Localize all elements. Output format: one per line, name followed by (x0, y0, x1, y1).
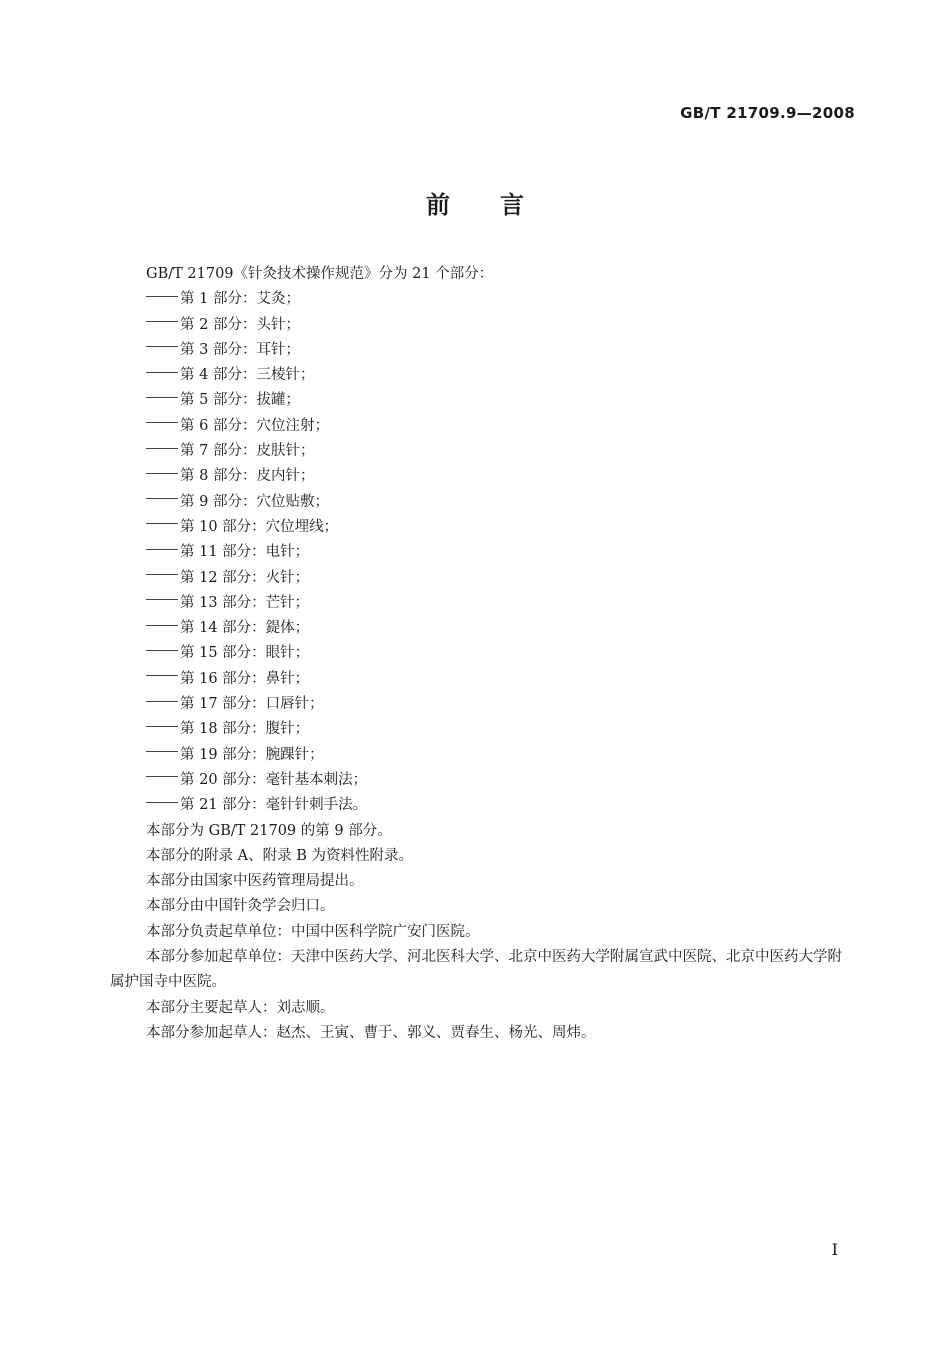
standard-code: GB/T 21709.9—2008 (680, 104, 855, 122)
list-item: 第 9 部分：穴位贴敷； (110, 490, 855, 515)
list-item: 第 18 部分：腹针； (110, 717, 855, 742)
dash-mark (146, 498, 178, 499)
paragraph: 本部分主要起草人：刘志顺。 (146, 999, 335, 1016)
list-item: 第 15 部分：眼针； (110, 641, 855, 666)
page-number: I (831, 1240, 838, 1259)
dash-mark (146, 650, 178, 651)
paragraph: 本部分为 GB/T 21709 的第 9 部分。 (146, 822, 392, 839)
list-item: 第 7 部分：皮肤针； (110, 439, 855, 464)
dash-mark (146, 751, 178, 752)
dash-mark (146, 397, 178, 398)
list-item: 第 14 部分：鍉体； (110, 616, 855, 641)
dash-mark (146, 675, 178, 676)
dash-mark (146, 448, 178, 449)
page-title: 前言 (426, 191, 574, 219)
list-item: 第 20 部分：毫针基本刺法； (110, 768, 855, 793)
list-item: 第 1 部分：艾灸； (110, 287, 855, 312)
list-item: 第 10 部分：穴位埋线； (110, 515, 855, 540)
list-item: 第 17 部分：口唇针； (110, 692, 855, 717)
list-item: 第 3 部分：耳针； (110, 338, 855, 363)
paragraph: 本部分的附录 A、附录 B 为资料性附录。 (146, 847, 413, 864)
dash-mark (146, 549, 178, 550)
dash-mark (146, 296, 178, 297)
list-item: 第 21 部分：毫针针刺手法。 (110, 793, 855, 818)
dash-mark (146, 701, 178, 702)
dash-mark (146, 321, 178, 322)
list-item: 第 5 部分：拔罐； (110, 388, 855, 413)
list-item: 第 19 部分：腕踝针； (110, 743, 855, 768)
dash-mark (146, 599, 178, 600)
dash-mark (146, 574, 178, 575)
dash-mark (146, 422, 178, 423)
paragraph: 本部分由国家中医药管理局提出。 (146, 873, 364, 890)
dash-mark (146, 802, 178, 803)
dash-mark (146, 776, 178, 777)
list-item: 第 4 部分：三棱针； (110, 363, 855, 388)
list-item: 第 8 部分：皮内针； (110, 464, 855, 489)
dash-mark (146, 726, 178, 727)
dash-mark (146, 523, 178, 524)
paragraph: 本部分参加起草人：赵杰、王寅、曹于、郭义、贾春生、杨光、周炜。 (146, 1024, 596, 1041)
dash-mark (146, 372, 178, 373)
dash-mark (146, 473, 178, 474)
dash-mark (146, 625, 178, 626)
body-text (110, 262, 855, 1046)
intro-paragraph: GB/T 21709《针灸技术操作规范》分为 21 个部分： (146, 266, 494, 282)
paragraph: 本部分由中国针灸学会归口。 (146, 898, 335, 915)
list-item: 第 12 部分：火针； (110, 566, 855, 591)
list-item: 第 13 部分：芒针； (110, 591, 855, 616)
dash-mark (146, 346, 178, 347)
list-item: 第 11 部分：电针； (110, 540, 855, 565)
parts-list (110, 287, 855, 818)
paragraph: 本部分负责起草单位：中国中医科学院广安门医院。 (146, 923, 480, 940)
list-item: 第 6 部分：穴位注射； (110, 414, 855, 439)
list-item: 第 2 部分：头针； (110, 313, 855, 338)
list-item: 第 16 部分：鼻针； (110, 667, 855, 692)
paragraph: 本部分参加起草单位：天津中医药大学、河北医科大学、北京中医药大学附属宣武中医院、北京中医药大学附属护国寺中医院。 (110, 949, 842, 991)
